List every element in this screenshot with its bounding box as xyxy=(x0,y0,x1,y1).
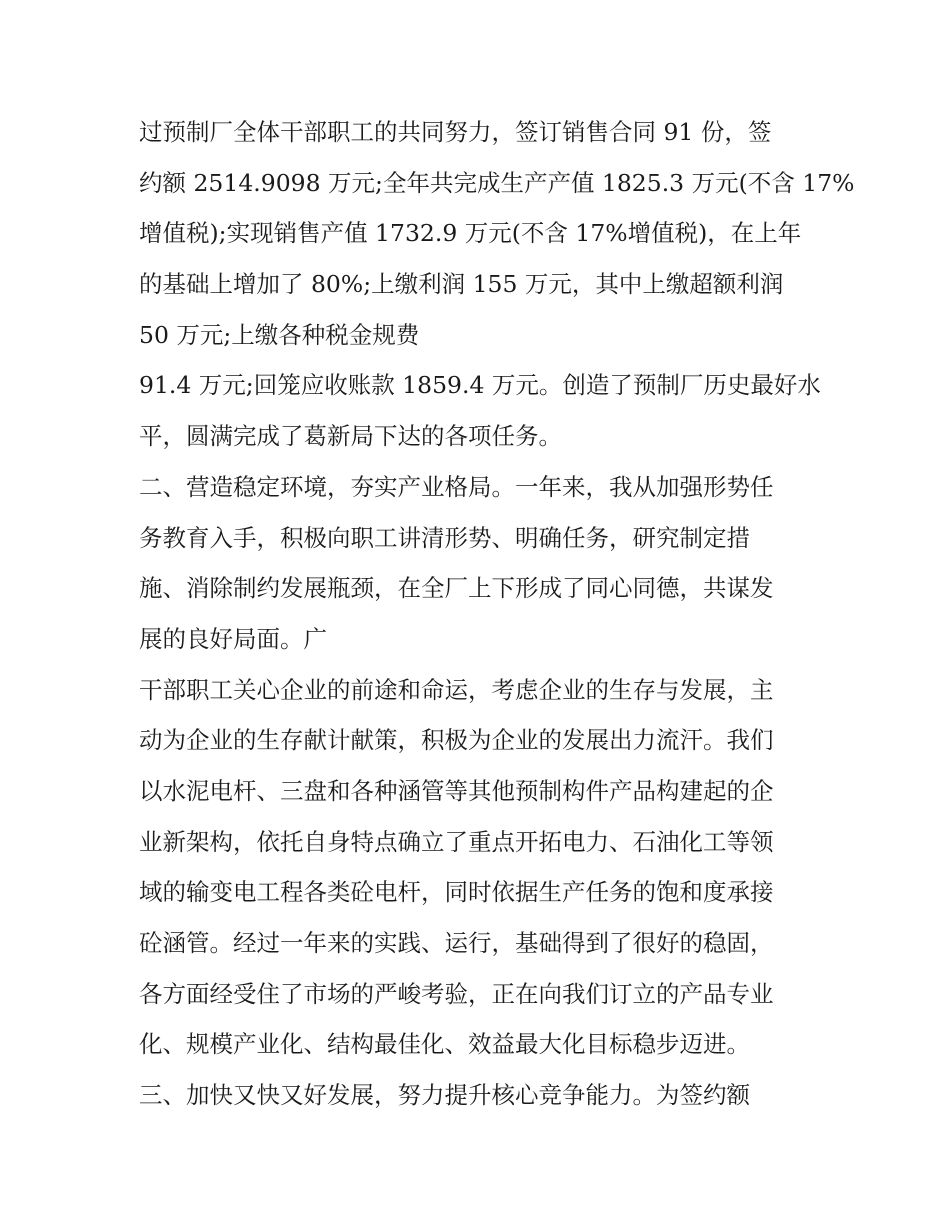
text-line: 50 万元;上缴各种税金规费 xyxy=(139,320,420,349)
text-line: 各方面经受住了市场的严峻考验，正在向我们订立的产品专业 xyxy=(139,979,774,1008)
section-heading-line: 三、加快又快又好发展，努力提升核心竞争能力。为签约额 xyxy=(139,1081,750,1110)
text-line: 展的良好局面。广 xyxy=(139,624,327,653)
text-line: 过预制厂全体干部职工的共同努力，签订销售合同 91 份，签 xyxy=(139,118,772,146)
text-line: 约额 2514.9098 万元;全年共完成生产产值 1825.3 万元(不含 17% xyxy=(139,168,855,197)
text-line: 91.4 万元;回笼应收账款 1859.4 万元。创造了预制厂历史最好水 xyxy=(139,371,821,400)
text-line: 域的输变电工程各类砼电杆，同时依据生产任务的饱和度承接 xyxy=(139,878,774,907)
text-line: 砼涵管。经过一年来的实践、运行，基础得到了很好的稳固， xyxy=(139,929,774,957)
text-line: 务教育入手，积极向职工讲清形势、明确任务，研究制定措 xyxy=(139,523,750,552)
text-line: 的基础上增加了 80%;上缴利润 155 万元，其中上缴超额利润 xyxy=(139,270,784,299)
text-line: 增值税);实现销售产值 1732.9 万元(不含 17%增值税)，在上年 xyxy=(139,219,802,248)
text-line: 干部职工关心企业的前途和命运，考虑企业的生存与发展，主 xyxy=(139,675,774,704)
text-line: 平，圆满完成了葛新局下达的各项任务。 xyxy=(139,422,562,451)
text-line: 化、规模产业化、结构最佳化、效益最大化目标稳步迈进。 xyxy=(139,1030,750,1059)
document-body xyxy=(139,107,855,1121)
text-line: 以水泥电杆、三盘和各种涵管等其他预制构件产品构建起的企 xyxy=(139,776,774,805)
text-line: 业新架构，依托自身特点确立了重点开拓电力、石油化工等领 xyxy=(139,827,774,856)
text-line: 施、消除制约发展瓶颈，在全厂上下形成了同心同德，共谋发 xyxy=(139,574,774,603)
section-heading-line: 二、营造稳定环境，夯实产业格局。一年来，我从加强形势任 xyxy=(139,472,774,501)
text-line: 动为企业的生存献计献策，积极为企业的发展出力流汗。我们 xyxy=(139,726,774,755)
